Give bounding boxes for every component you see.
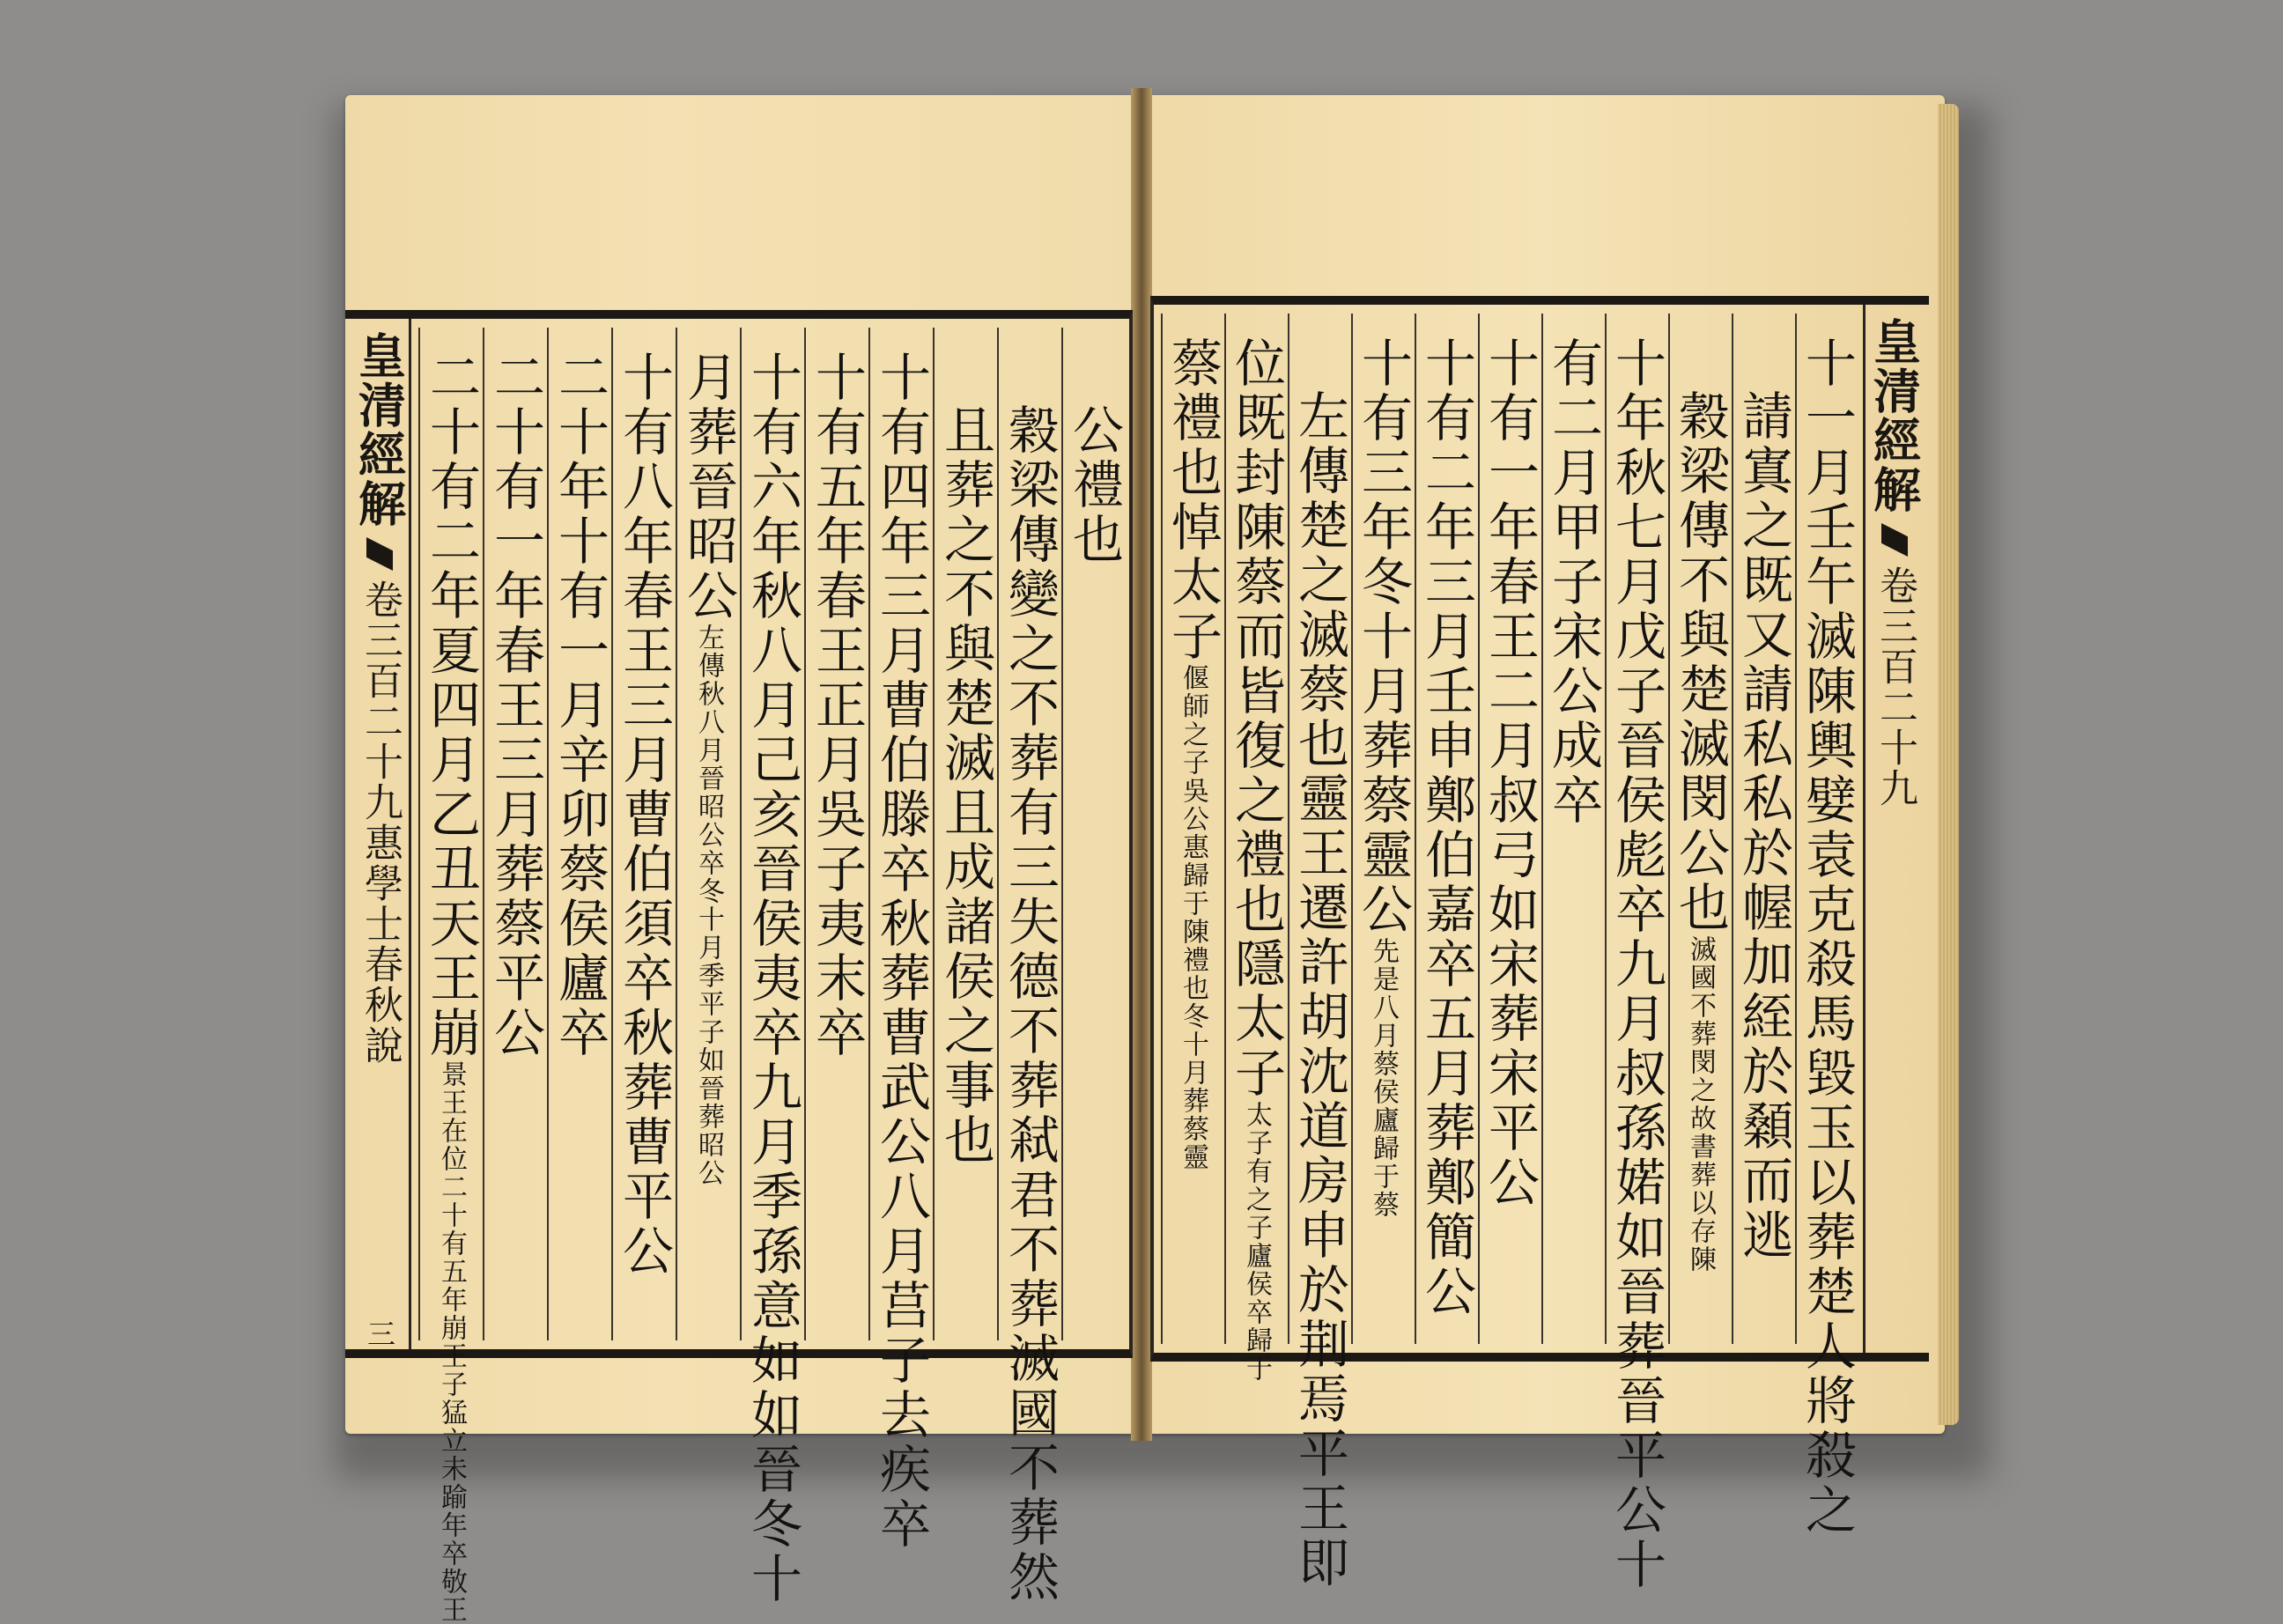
page-edge-stack (1938, 104, 1959, 1425)
main-text: 月葬晉昭公 (678, 351, 738, 624)
text-column (1288, 314, 1351, 1591)
left-banxin (351, 319, 411, 1349)
text-column (1415, 314, 1478, 1344)
annotation-note: 太子有之子廬侯卒歸于 (1241, 1101, 1272, 1383)
banxin-title: 皇清經解 (1866, 317, 1923, 514)
main-text: 穀梁傳變之不葬有三失德不葬弒君不葬滅國不葬然 (1000, 403, 1060, 1605)
main-text: 穀梁傳不與楚滅閔公也 (1670, 389, 1730, 935)
text-column (1605, 314, 1668, 1592)
text-column (611, 328, 676, 1340)
text-column (1224, 314, 1288, 1383)
text-column (1351, 314, 1415, 1344)
main-text: 有二月甲子宋公成卒 (1543, 336, 1603, 828)
text-column (1541, 314, 1605, 1344)
text-column (1061, 328, 1126, 1340)
left-page-frame (345, 310, 1133, 1624)
annotation-note: 先是八月蔡侯廬歸于蔡 (1368, 937, 1399, 1219)
main-text: 左傳楚之滅蔡也靈王遷許胡沈道房申於荆焉平王即 (1289, 389, 1349, 1591)
right-page-frame (1150, 296, 1929, 1592)
annotation-note: 偃師之子吳公惠歸于陳禮也冬十月葬蔡靈 (1178, 664, 1208, 1171)
main-text: 十一月壬午滅陳輿嬖袁克殺馬毀玉以葬楚人將殺之 (1797, 336, 1857, 1538)
main-text: 請寘之既又請私私於幄加絰於顙而逃 (1733, 389, 1793, 1263)
text-column (676, 328, 740, 1340)
left-text-columns (416, 328, 1126, 1624)
banxin-subtitle: 卷三百二十九惠學士春秋說 (358, 579, 403, 1066)
main-text: 十有四年三月曹伯滕卒秋葬曹武公八月莒子去疾卒 (871, 351, 931, 1552)
main-text: 十有一年春王二月叔弓如宋葬宋平公 (1480, 336, 1540, 1210)
book-gutter (1131, 88, 1152, 1441)
leaf-number: 三 (363, 1319, 396, 1349)
main-text: 十年秋七月戊子晉侯彪卒九月叔孫婼如晉葬晉平公十 (1607, 336, 1666, 1592)
main-text: 二十有一年春王三月葬蔡平公 (485, 351, 545, 1060)
main-text: 十有五年春王正月吳子夷末卒 (807, 351, 867, 1060)
main-text: 十有六年秋八月己亥晉侯夷卒九月季孫意如如晉冬十 (743, 351, 802, 1606)
text-column (547, 328, 611, 1340)
banxin-subtitle: 卷三百二十九 (1873, 565, 1917, 808)
annotation-note: 景王在位二十有五年崩王子猛立未踰年卒敬王 (436, 1060, 467, 1624)
main-text: 且葬之不與楚滅且成諸侯之事也 (935, 403, 995, 1168)
text-column (740, 328, 804, 1606)
text-column (1732, 314, 1795, 1344)
fishtail-mark-icon (366, 537, 393, 571)
right-banxin (1863, 305, 1924, 1353)
text-column (933, 328, 997, 1340)
right-text-columns (1157, 314, 1858, 1592)
fishtail-mark-icon (1881, 523, 1908, 557)
main-text: 公禮也 (1064, 403, 1124, 567)
text-column (997, 328, 1061, 1605)
text-column (483, 328, 547, 1340)
text-column (804, 328, 868, 1340)
banxin-title: 皇清經解 (351, 331, 408, 528)
main-text: 位既封陳蔡而皆復之禮也隱太子 (1226, 336, 1286, 1101)
text-column (1161, 314, 1224, 1344)
main-text: 二十有二年夏四月乙丑天王崩 (421, 351, 481, 1060)
main-text: 十有三年冬十月葬蔡靈公 (1353, 336, 1413, 937)
annotation-note: 左傳秋八月晉昭公卒冬十月季平子如晉葬昭公 (693, 624, 724, 1187)
main-text: 蔡禮也悼太子 (1163, 336, 1223, 664)
main-text: 二十年十有一月辛卯蔡侯廬卒 (550, 351, 610, 1060)
text-column (1668, 314, 1732, 1344)
text-column (1795, 314, 1858, 1538)
annotation-note: 滅國不葬閔之故書葬以存陳 (1685, 935, 1716, 1273)
text-column (418, 328, 483, 1624)
main-text: 十有八年春王三月曹伯須卒秋葬曹平公 (614, 351, 674, 1279)
text-column (1478, 314, 1541, 1344)
text-column (868, 328, 933, 1552)
main-text: 十有二年三月壬申鄭伯嘉卒五月葬鄭簡公 (1416, 336, 1476, 1319)
